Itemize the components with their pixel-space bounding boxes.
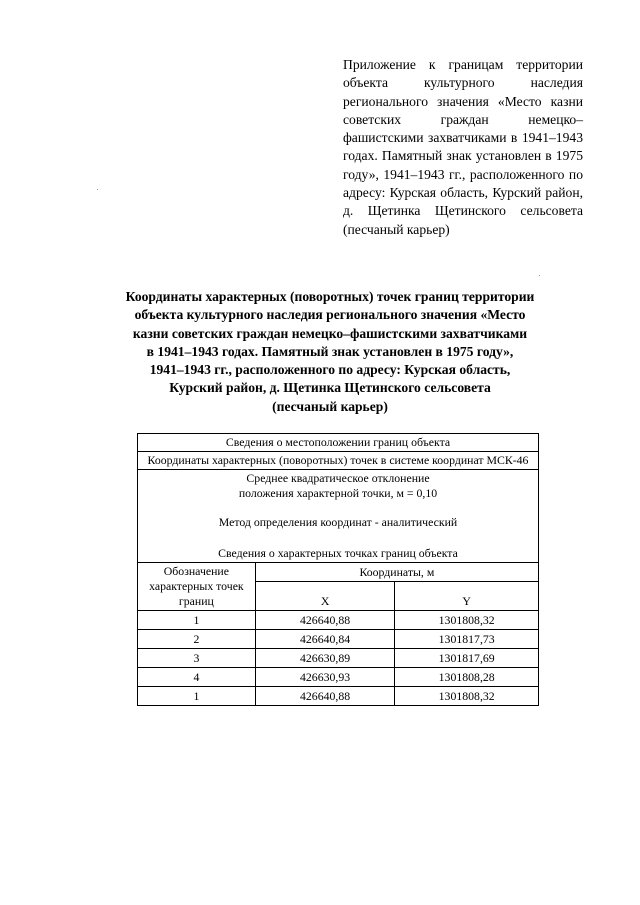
y-header: Y <box>395 582 539 611</box>
point-id: 1 <box>138 687 256 706</box>
point-x: 426640,88 <box>255 611 395 630</box>
point-x: 426630,93 <box>255 668 395 687</box>
title-line: 1941–1943 гг., расположенного по адресу: Курская область, <box>149 362 511 378</box>
point-y: 1301817,73 <box>395 630 539 649</box>
title-line: объекта культурного наследия регионального значения «Место <box>134 307 526 323</box>
point-y: 1301817,69 <box>395 649 539 668</box>
point-x: 426640,84 <box>255 630 395 649</box>
coordinates-table <box>137 433 539 706</box>
table-row <box>138 687 539 706</box>
coord-system-row <box>138 452 539 470</box>
point-y: 1301808,28 <box>395 668 539 687</box>
coord-system-cell: Координаты характерных (поворотных) точек в системе координат МСК-46 <box>138 452 539 470</box>
deviation-line-1: Среднее квадратическое отклонение <box>246 471 430 485</box>
point-id: 1 <box>138 611 256 630</box>
table-header-cell: Сведения о местоположении границ объекта <box>138 434 539 452</box>
info-row <box>138 470 539 563</box>
table-row <box>138 668 539 687</box>
point-y: 1301808,32 <box>395 611 539 630</box>
point-id: 3 <box>138 649 256 668</box>
title-line: в 1941–1943 годах. Памятный знак установлен в 1975 году», <box>146 343 514 359</box>
point-id: 2 <box>138 630 256 649</box>
table-row <box>138 649 539 668</box>
document-title <box>80 288 580 416</box>
point-y: 1301808,32 <box>395 687 539 706</box>
points-info-line: Сведения о характерных точках границ объекта <box>218 546 458 560</box>
title-line: Координаты характерных (поворотных) точек границ территории <box>125 289 535 304</box>
point-id: 4 <box>138 668 256 687</box>
designation-header: Обозначение характерных точек границ <box>138 563 256 611</box>
coordinates-header: Координаты, м <box>255 563 538 582</box>
title-line: (песчаный карьер) <box>272 398 388 414</box>
point-x: 426640,88 <box>255 687 395 706</box>
table-row <box>138 630 539 649</box>
deviation-line-2: положения характерной точки, м = 0,10 <box>238 486 438 500</box>
title-line: казни советских граждан немецко–фашистскими захватчиками <box>132 325 528 341</box>
point-x: 426630,89 <box>255 649 395 668</box>
table-header-row <box>138 434 539 452</box>
table-row <box>138 611 539 630</box>
scan-speck <box>539 275 540 276</box>
appendix-note: Приложение к границам территории объекта культурного наследия регионального значения «Место казни советских граждан немецко–фашистскими захватчиками в 1941–1943 годах. Памятный знак установлен в 1975 году», 1941–1943 гг., расположенного по адресу: Курская область, Курский район, д. Щетинка Щетинского сельсовета (песчаный карьер) <box>343 57 583 237</box>
x-header: X <box>255 582 395 611</box>
column-header-row <box>138 563 539 582</box>
method-line: Метод определения координат - аналитический <box>218 515 458 529</box>
info-cell <box>138 470 539 563</box>
scan-speck <box>97 189 98 190</box>
title-line: Курский район, д. Щетинка Щетинского сельсовета <box>169 380 491 396</box>
